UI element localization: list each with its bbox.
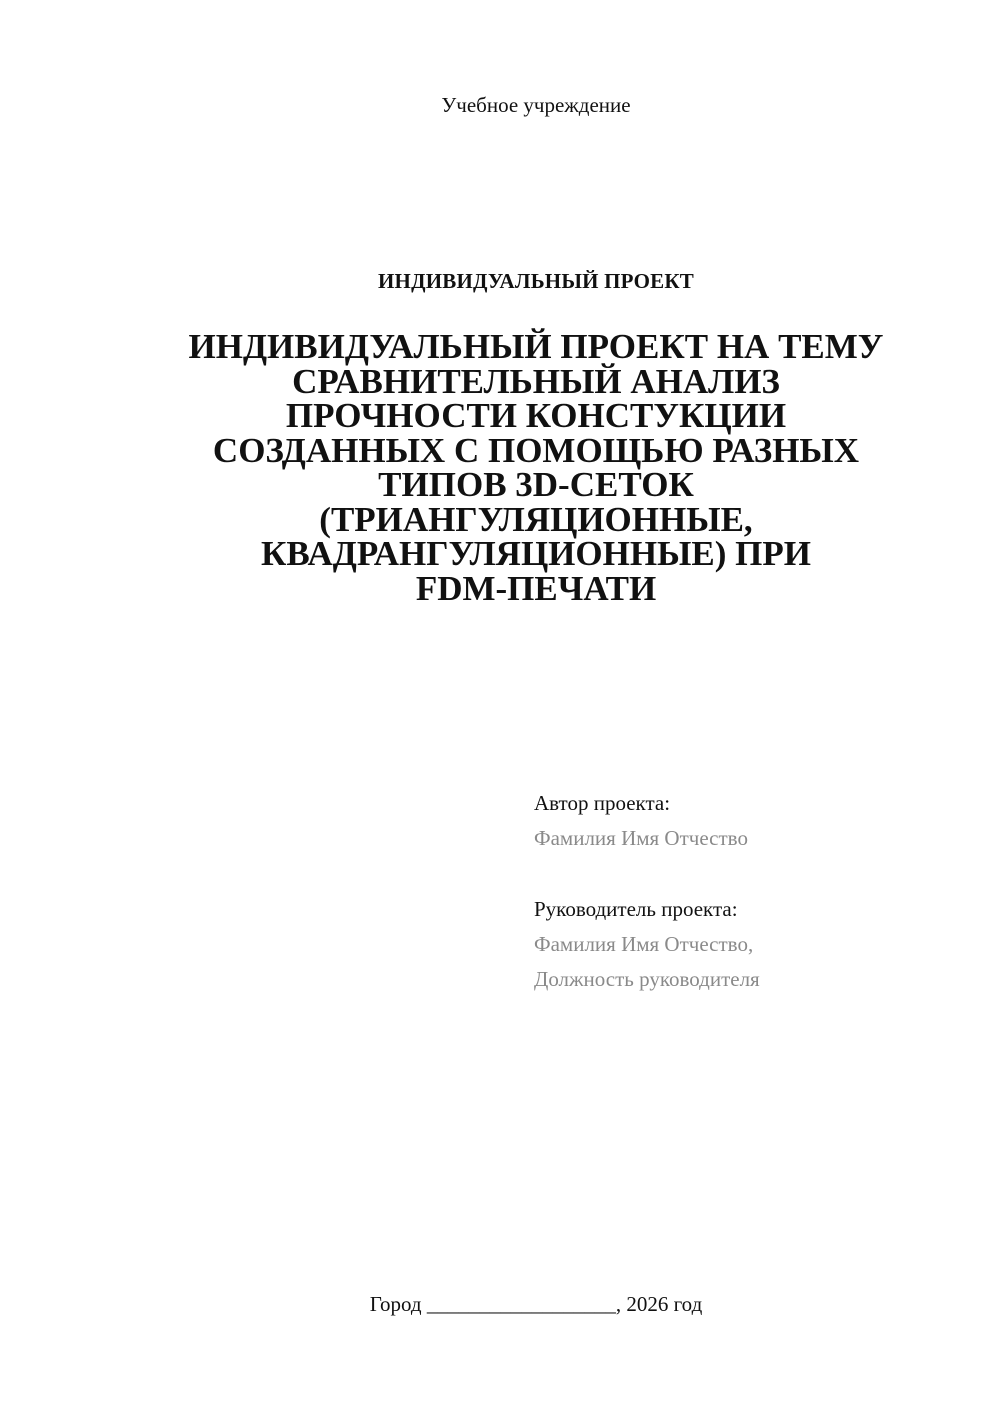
year-text: , 2026 год — [615, 1292, 703, 1316]
city-blank: __________________ — [426, 1292, 616, 1316]
supervisor-position: Должность руководителя — [534, 967, 760, 991]
institution-name: Учебное учреждение — [441, 93, 631, 117]
title-line: СОЗДАННЫХ С ПОМОЩЬЮ РАЗНЫХ — [212, 430, 860, 470]
title-line: ПРОЧНОСТИ КОНСТУКЦИИ — [285, 396, 787, 435]
city-label: Город — [369, 1292, 422, 1316]
supervisor-name: Фамилия Имя Отчество, — [534, 932, 754, 956]
city-year-line — [0, 1290, 1000, 1318]
title-line: (ТРИАНГУЛЯЦИОННЫЕ, — [319, 499, 753, 539]
author-block — [534, 786, 974, 856]
title-line: СРАВНИТЕЛЬНЫЙ АНАЛИЗ — [292, 361, 780, 401]
author-name: Фамилия Имя Отчество — [534, 826, 748, 850]
supervisor-block — [534, 892, 974, 997]
supervisor-label: Руководитель проекта: — [534, 897, 738, 921]
title-line: КВАДРАНГУЛЯЦИОННЫЕ) ПРИ — [260, 534, 812, 573]
title-line: ИНДИВИДУАЛЬНЫЙ ПРОЕКТ НА ТЕМУ — [188, 327, 884, 366]
title-line: FDM-ПЕЧАТИ — [415, 568, 657, 608]
author-label: Автор проекта: — [534, 791, 671, 815]
document-type: ИНДИВИДУАЛЬНЫЙ ПРОЕКТ — [378, 269, 694, 293]
project-title — [128, 327, 944, 608]
title-line: ТИПОВ 3D-СЕТОК — [378, 465, 694, 504]
